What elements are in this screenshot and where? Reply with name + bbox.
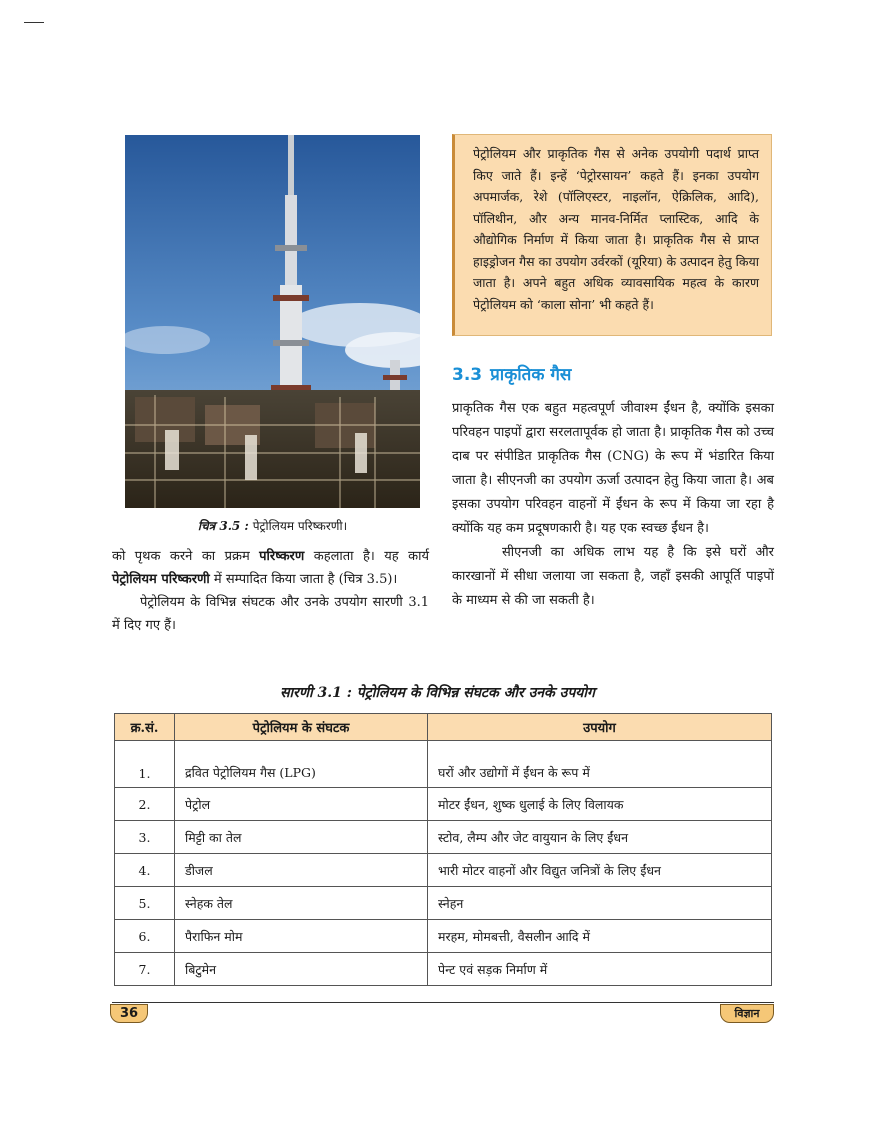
- figure-caption-lead: चित्र 3.5 :: [197, 519, 249, 533]
- cell-use: मरहम, मोमबत्ती, वैसलीन आदि में: [428, 920, 772, 953]
- cell-serial: 3.: [115, 821, 175, 854]
- table-row: [115, 920, 772, 953]
- bold-term-refinery: पेट्रोलियम परिष्करणी: [112, 572, 210, 587]
- table-row: [115, 741, 772, 788]
- header-use: उपयोग: [428, 714, 772, 741]
- right-column-text: [452, 397, 774, 613]
- left-paragraph-2: पेट्रोलियम के विभिन्न संघटक और उनके उपयोग सारणी 3.1 में दिए गए हैं।: [112, 595, 429, 633]
- cell-serial: 4.: [115, 854, 175, 887]
- cell-use: स्नेहन: [428, 887, 772, 920]
- cell-serial: 1.: [115, 741, 175, 788]
- header-serial: क्र.सं.: [115, 714, 175, 741]
- table-title: सारणी 3.1 : पेट्रोलियम के विभिन्न संघटक और उनके उपयोग: [280, 685, 595, 701]
- table-header-row: [115, 714, 772, 741]
- cell-use: स्टोव, लैम्प और जेट वायुयान के लिए ईंधन: [428, 821, 772, 854]
- cell-use: घरों और उद्योगों में ईंधन के रूप में: [428, 741, 772, 788]
- figure-caption-text: पेट्रोलियम परिष्करणी।: [252, 519, 348, 533]
- bold-term-refining: परिष्करण: [259, 549, 305, 564]
- petrochemicals-info-box: पेट्रोलियम और प्राकृतिक गैस से अनेक उपयोगी पदार्थ प्राप्त किए जाते हैं। इन्हें ‘पेट्रोरसायन’ कहते हैं। इनका उपयोग अपमार्जक, रेशे (पॉलिएस्टर, नाइलॉन, ऐक्रिलिक, आदि), पॉलिथीन, और अन्य मानव-निर्मित प्लास्टिक, आदि के औद्योगिक निर्माण में किया जाता है। प्राकृतिक गैस से प्राप्त हाइड्रोजन गैस का उपयोग उर्वरकों (यूरिया) के उत्पादन हेतु किया जाता है। अपने बहुत अधिक व्यावसायिक महत्व के कारण पेट्रोलियम को ‘काला सोना’ भी कहते हैं।: [452, 134, 772, 336]
- section-title: प्राकृतिक गैस: [490, 365, 572, 385]
- table-row: [115, 953, 772, 986]
- text-run: कहलाता है। यह कार्य: [304, 549, 429, 564]
- header-component: पेट्रोलियम के संघटक: [175, 714, 428, 741]
- cell-use: पेन्ट एवं सड़क निर्माण में: [428, 953, 772, 986]
- left-paragraph-1: [112, 545, 429, 591]
- left-column-text: [112, 545, 429, 637]
- page-number-tab: 36: [110, 1004, 148, 1023]
- cell-component: पेट्रोल: [175, 788, 428, 821]
- right-paragraph-1: प्राकृतिक गैस एक बहुत महत्वपूर्ण जीवाश्म ईंधन है, क्योंकि इसका परिवहन पाइपों द्वारा सरलतापूर्वक हो जाता है। प्राकृतिक गैस को उच्च दाब पर संपीडित प्राकृतिक गैस (CNG) के रूप में भंडारित किया जाता है। सीएनजी का उपयोग ऊर्जा उत्पादन हेतु किया जाता है। अब इसका उपयोग परिवहन वाहनों में ईंधन के रूप में किया जा रहा है क्योंकि यह कम प्रदूषणकारी है। यह एक स्वच्छ ईंधन है।: [452, 401, 774, 536]
- section-heading: [452, 362, 571, 385]
- right-paragraph-2: सीएनजी का अधिक लाभ यह है कि इसे घरों और कारखानों में सीधा जलाया जा सकता है, जहाँ इसकी आपूर्ति पाइपों के माध्यम से की जा सकती है।: [452, 545, 774, 608]
- table-row: [115, 854, 772, 887]
- cell-serial: 7.: [115, 953, 175, 986]
- text-run: को पृथक करने का प्रक्रम: [112, 549, 260, 564]
- cell-component: द्रवित पेट्रोलियम गैस (LPG): [175, 741, 428, 788]
- text-run: में सम्पादित किया जाता है (चित्र 3.5)।: [209, 572, 398, 587]
- footer-rule: [112, 1002, 774, 1003]
- table-row: [115, 821, 772, 854]
- table-row: [115, 788, 772, 821]
- section-number: 3.3: [452, 365, 483, 385]
- corner-mark: [24, 22, 44, 23]
- cell-serial: 6.: [115, 920, 175, 953]
- refinery-photo: [125, 135, 420, 508]
- cell-component: बिटुमेन: [175, 953, 428, 986]
- table-row: [115, 887, 772, 920]
- petroleum-components-table: [114, 713, 772, 986]
- cell-component: पैराफिन मोम: [175, 920, 428, 953]
- cell-use: मोटर ईंधन, शुष्क धुलाई के लिए विलायक: [428, 788, 772, 821]
- cell-use: भारी मोटर वाहनों और विद्युत जनित्रों के लिए ईंधन: [428, 854, 772, 887]
- book-name-tab: विज्ञान: [720, 1004, 774, 1023]
- cell-serial: 5.: [115, 887, 175, 920]
- cell-component: स्नेहक तेल: [175, 887, 428, 920]
- figure-caption: [125, 517, 420, 534]
- cell-serial: 2.: [115, 788, 175, 821]
- cell-component: डीजल: [175, 854, 428, 887]
- cell-component: मिट्टी का तेल: [175, 821, 428, 854]
